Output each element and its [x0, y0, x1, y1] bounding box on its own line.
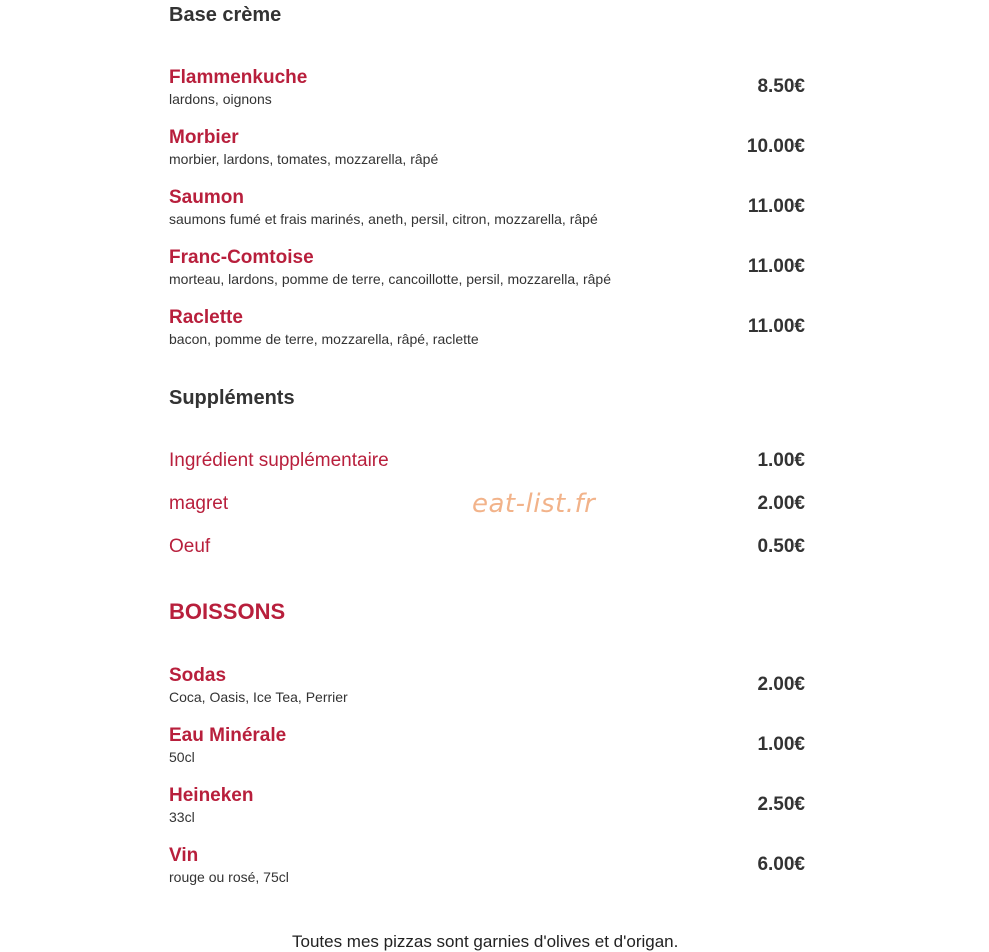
section-title-boissons: BOISSONS: [169, 599, 286, 624]
menu-item-description: 50cl: [169, 749, 195, 765]
menu-item-saumon: [169, 187, 805, 235]
menu-item-description: saumons fumé et frais marinés, aneth, persil, citron, mozzarella, râpé: [169, 211, 598, 227]
supplement-name: Ingrédient supplémentaire: [169, 450, 389, 471]
menu-item-description: bacon, pomme de terre, mozzarella, râpé, raclette: [169, 331, 479, 347]
supplement-price: 2.00€: [757, 493, 805, 514]
menu-item-heineken: [169, 785, 805, 833]
menu-item-name: Flammenkuche: [169, 67, 308, 88]
menu-item-description: rouge ou rosé, 75cl: [169, 869, 289, 885]
menu-item-vin: [169, 845, 805, 893]
menu-item-price: 11.00€: [747, 316, 805, 337]
menu-item-price: 10.00€: [746, 136, 805, 157]
supplement-price: 1.00€: [757, 450, 805, 471]
supplement-name: Oeuf: [169, 536, 211, 557]
supplement-name: magret: [169, 493, 229, 514]
menu-item-price: 11.00€: [747, 256, 805, 277]
menu-item-raclette: [169, 307, 805, 355]
menu-item-name: Franc-Comtoise: [169, 247, 314, 268]
supplement-price: 0.50€: [757, 536, 805, 557]
menu-item-morbier: [169, 127, 805, 175]
menu-item-description: Coca, Oasis, Ice Tea, Perrier: [169, 689, 348, 705]
menu-item-description: 33cl: [169, 809, 195, 825]
menu-item-name: Saumon: [169, 187, 244, 208]
section-title-supplements: Suppléments: [169, 387, 295, 409]
menu-item-name: Vin: [169, 845, 199, 866]
section-title-base-creme: Base crème: [169, 4, 282, 26]
menu-item-name: Eau Minérale: [169, 725, 287, 746]
footer-note: Toutes mes pizzas sont garnies d'olives et d'origan.: [292, 932, 679, 951]
menu-item-sodas: [169, 665, 805, 713]
supplement-item-oeuf: [169, 536, 805, 562]
menu-item-description: morbier, lardons, tomates, mozzarella, râpé: [169, 151, 439, 167]
menu-item-description: lardons, oignons: [169, 91, 272, 107]
menu-item-name: Sodas: [169, 665, 227, 686]
menu-item-name: Heineken: [169, 785, 254, 806]
supplement-item-ingredient: [169, 450, 805, 476]
menu-item-price: 2.50€: [757, 794, 805, 815]
menu-item-franc-comtoise: [169, 247, 805, 295]
menu-item-price: 2.00€: [757, 674, 805, 695]
menu-item-flammenkuche: [169, 67, 805, 115]
menu-item-eau-minerale: [169, 725, 805, 773]
watermark: eat-list.fr: [472, 489, 596, 519]
menu-item-description: morteau, lardons, pomme de terre, cancoillotte, persil, mozzarella, râpé: [169, 271, 611, 287]
menu-item-price: 11.00€: [747, 196, 805, 217]
menu-item-price: 6.00€: [757, 854, 805, 875]
menu-item-price: 1.00€: [757, 734, 805, 755]
menu-item-name: Raclette: [169, 307, 243, 328]
menu-item-price: 8.50€: [757, 76, 805, 97]
menu-item-name: Morbier: [169, 127, 239, 148]
